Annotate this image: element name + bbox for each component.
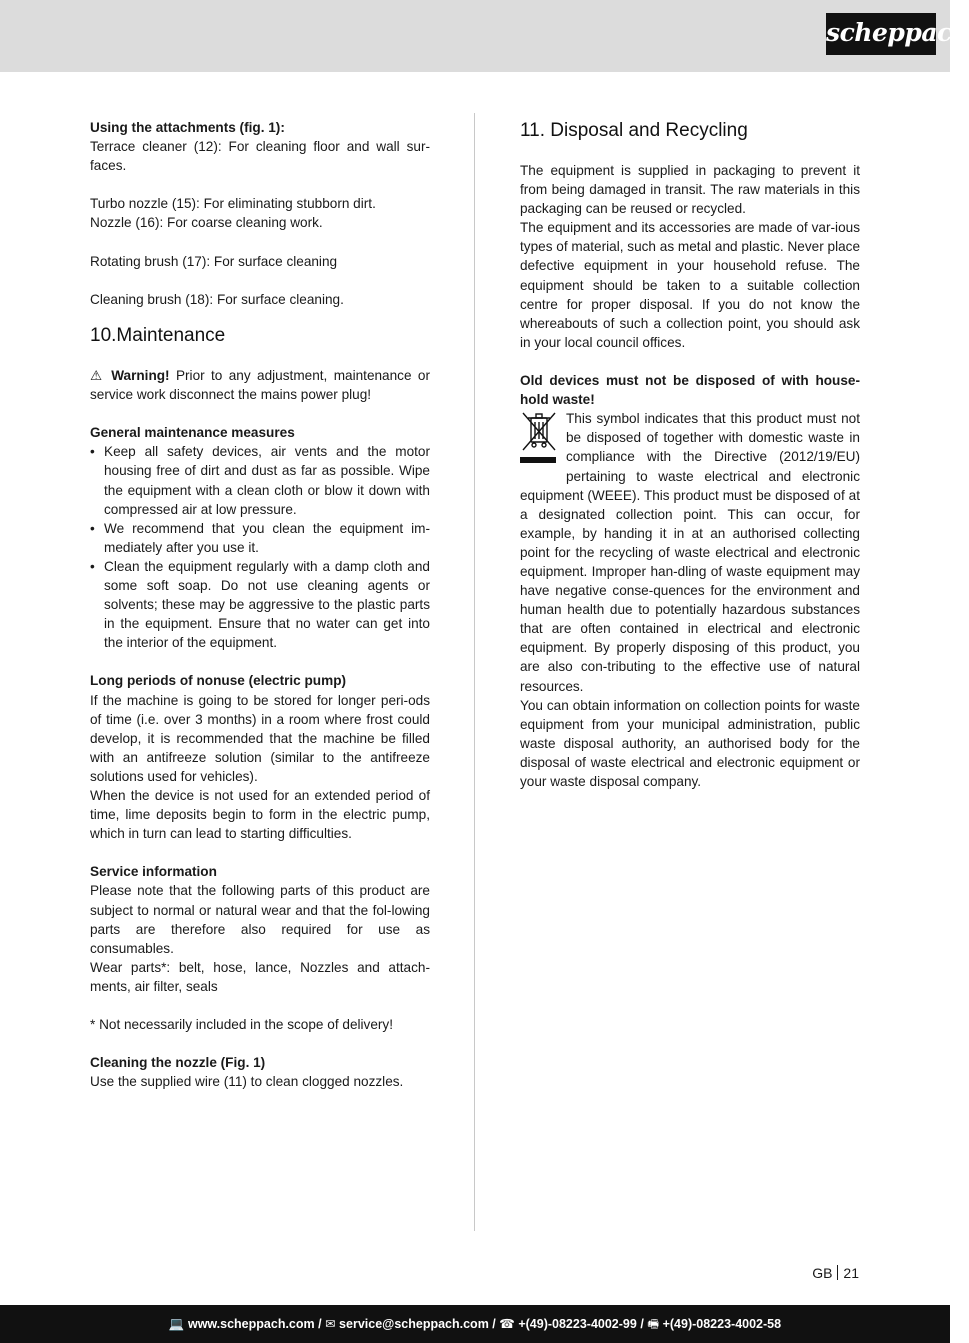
disposal-paragraph-2: The equipment and its accessories are made of var-ious types of material, such as metal and plastic. Never place defective equipment in your household refuse. The equipment should be taken to a suitable collection centre for proper disposal. If you do not know the whereabouts of such a collection point, you should ask in your local council offices. (520, 220, 861, 350)
nozzle-paragraph: Use the supplied wire (11) to clean clogged nozzles. (90, 1074, 404, 1090)
maintenance-number: 10. (90, 324, 117, 346)
maintenance-title: Maintenance (116, 324, 226, 346)
footer-email[interactable]: service@scheppach.com (339, 1317, 489, 1331)
nonuse-paragraph-2: When the device is not used for an extended period of time, lime deposits begin to form in the electric pump, which in turn can lead to starting difficulties. (90, 788, 430, 842)
footer-separator: / (318, 1317, 322, 1331)
warning-triangle-icon: ⚠ (90, 367, 105, 383)
list-item: • Clean the equipment regularly with a damp cloth and some soft soap. Do not use cleaning agents or solvents; these may be aggressive to the plastic parts in the equipment. Ensure that no water can get into the interior of the equipment. (90, 557, 430, 652)
mail-icon: ✉ (325, 1317, 336, 1331)
page-header (0, 0, 969, 72)
disposal-heading (520, 118, 860, 144)
crossed-out-bin-icon (520, 409, 558, 467)
attachments-turbo: Turbo nozzle (15): For eliminating stubborn dirt. (90, 196, 376, 212)
footer-fax: +(49)-08223-4002-58 (662, 1317, 782, 1331)
service-paragraph-2: Wear parts*: belt, hose, lance, Nozzles and attach-ments, air filter, seals (90, 959, 430, 994)
phone-icon: ☎ (499, 1317, 515, 1331)
footer-separator: / (640, 1317, 644, 1331)
disposal-number: 11. (520, 120, 546, 141)
page-number (812, 1263, 859, 1283)
right-column (520, 118, 860, 791)
column-divider (474, 113, 475, 1231)
language-code: GB (812, 1265, 833, 1281)
footer-website[interactable]: www.scheppach.com (187, 1317, 315, 1331)
service-paragraph-1: Please note that the following parts of this product are subject to normal or natural wear and that the fol-lowing parts are therefore also required for use as consumables. (90, 883, 430, 956)
disposal-title: Disposal and Recycling (550, 120, 748, 141)
general-maintenance-list (90, 442, 430, 652)
nonuse-heading: Long periods of nonuse (electric pump) (90, 673, 347, 689)
footer-phone: +(49)-08223-4002-99 (518, 1317, 637, 1331)
page-separator (837, 1265, 838, 1280)
computer-icon: 💻 (168, 1317, 185, 1331)
warning-label: Warning! (111, 367, 170, 383)
nozzle-heading: Cleaning the nozzle (Fig. 1) (90, 1055, 266, 1071)
nonuse-paragraph-1: If the machine is going to be stored for longer peri-ods of time (i.e. over 3 months) in a room where frost could develop, it is recommended that the machine be filled with an antifreeze solution (similar to the antifreeze solutions used for vehicles). (90, 692, 430, 784)
attachments-cleaning-brush: Cleaning brush (18): For surface cleaning. (90, 291, 344, 307)
weee-block (520, 409, 860, 791)
disposal-paragraph-1: The equipment is supplied in packaging to prevent it from being damaged in transit. The raw materials in this packaging can be reused or recycled. (520, 163, 860, 217)
footer-separator: / (492, 1317, 496, 1331)
page-footer (0, 1305, 950, 1343)
attachments-terrace: Terrace cleaner (12): For cleaning floor and wall sur-faces. (90, 139, 430, 174)
attachments-nozzle: Nozzle (16): For coarse cleaning work. (90, 215, 323, 231)
weee-paragraph-2: You can obtain information on collection points for waste equipment from your municipal administration, public waste disposal authority, an authorised body for the disposal of waste electrical and electronic equipment or your waste disposal company. (520, 697, 860, 789)
left-column (90, 118, 430, 1092)
weee-paragraph: This symbol indicates that this product must not be disposed of together with domestic waste in compliance with the Directive (2012/19/EU) pertaining to waste electrical and electronic equipment (WEEE). This product must be disposed of at a designated collection point. This can occur, for example, by handing it in at an authorised collecting point for the recycling of waste electrical and electronic equipment. Improper han-dling of waste equipment may have negative conse-quences for the environment and human health due to potentially hazardous substances that are often contained in electrical and electronic equipment. By properly disposing of this product, you are also con-tributing to the effective use of natural resources. (520, 411, 860, 694)
page-number-value: 21 (843, 1265, 859, 1281)
old-devices-heading: Old devices must not be disposed of with house-hold waste! (520, 373, 860, 408)
fax-icon: 🖷 (647, 1317, 660, 1331)
attachments-heading: Using the attachments (fig. 1): (90, 120, 285, 135)
attachments-rotating-brush: Rotating brush (17): For surface cleaning (90, 253, 338, 269)
scheppach-logo: scheppach (826, 13, 936, 55)
general-maintenance-heading: General maintenance measures (90, 425, 295, 441)
service-footnote: * Not necessarily included in the scope of delivery! (90, 1017, 393, 1033)
warning-paragraph (90, 366, 430, 404)
list-item: • Keep all safety devices, air vents and the motor housing free of dirt and dust as far as possible. Wipe the equipment with a clean cloth or blow it down with compressed air at low pressure. (90, 442, 430, 518)
list-item: • We recommend that you clean the equipment im-mediately after you use it. (90, 519, 430, 557)
warning-text: Prior to any adjustment, maintenance or service work disconnect the mains power plug! (90, 367, 431, 403)
service-heading: Service information (90, 864, 217, 880)
maintenance-heading (90, 323, 430, 349)
